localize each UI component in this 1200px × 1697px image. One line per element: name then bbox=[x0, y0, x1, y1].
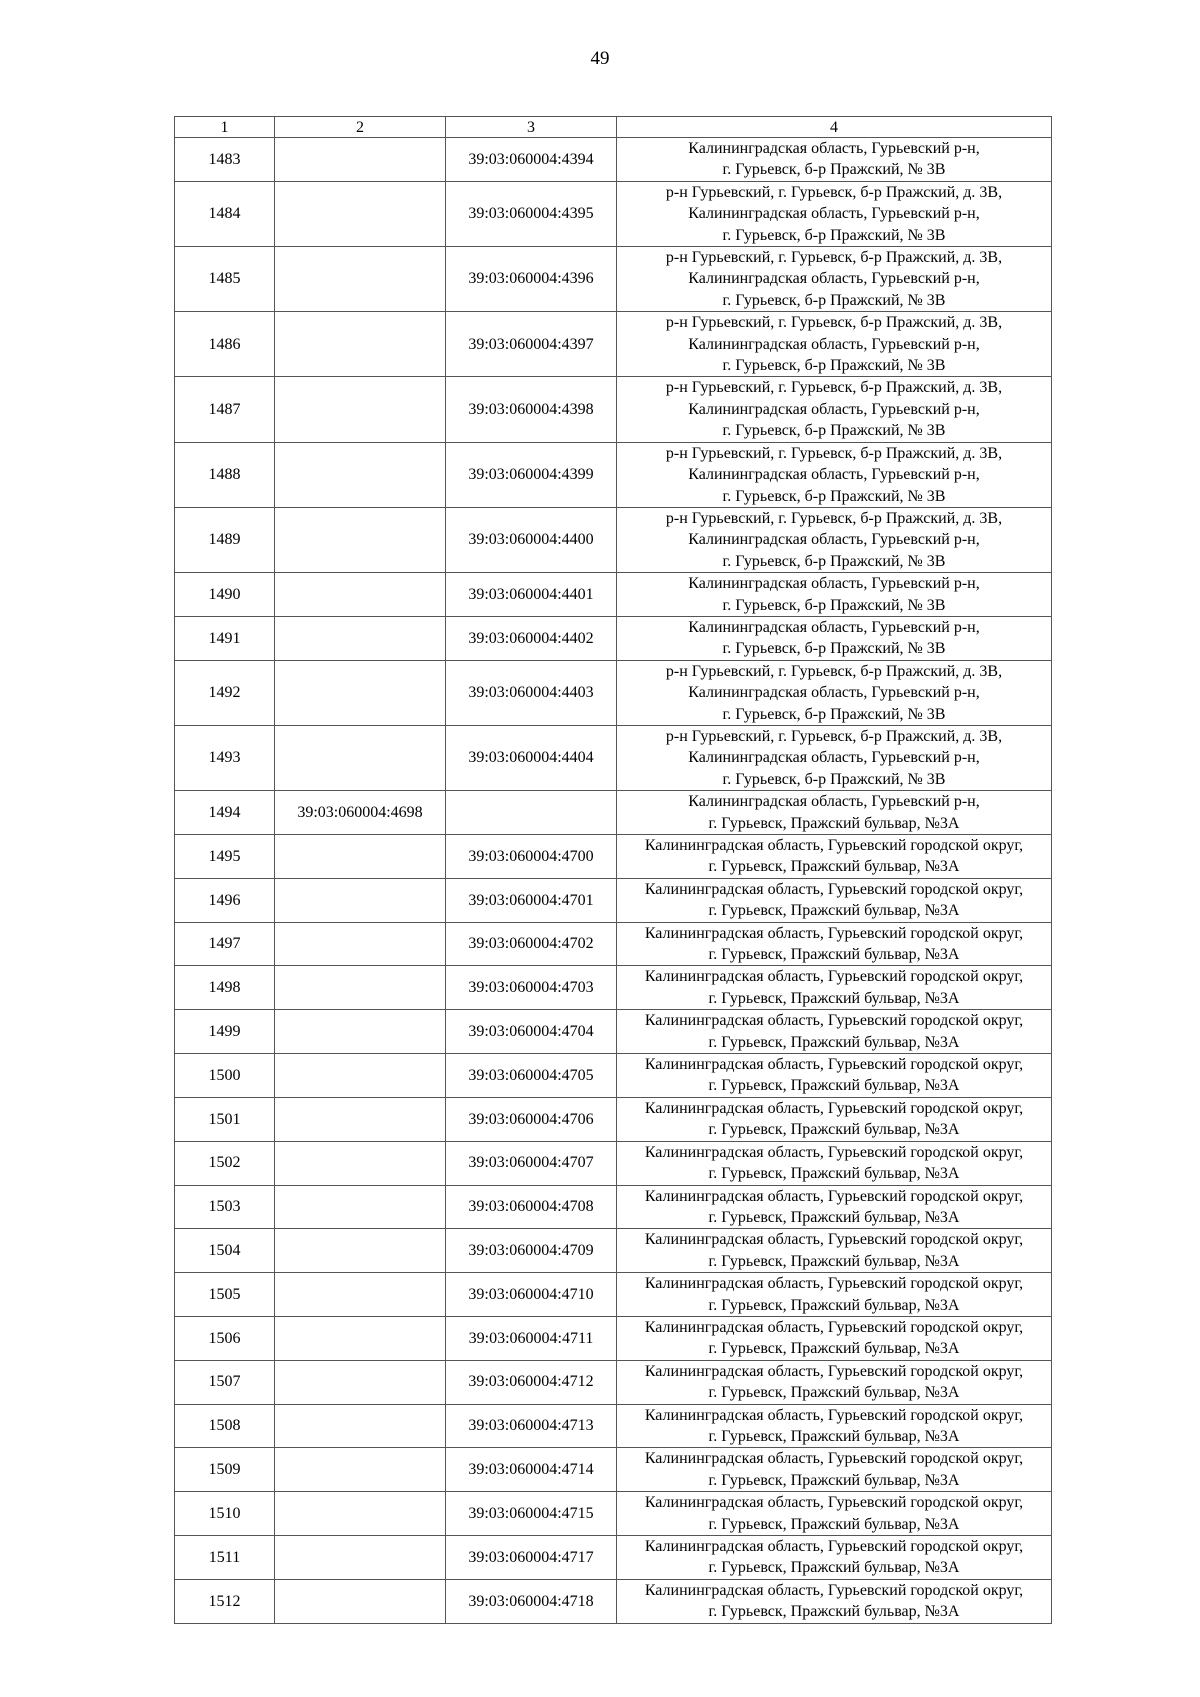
table-row bbox=[175, 1404, 1052, 1448]
cadastral-number-col3-cell: 39:03:060004:4710 bbox=[446, 1273, 617, 1317]
address-cell: Калининградская область, Гурьевский городской округ, г. Гурьевск, Пражский бульвар, №3А bbox=[617, 1185, 1052, 1229]
cadastral-number-col3-cell: 39:03:060004:4711 bbox=[446, 1316, 617, 1360]
table-row bbox=[175, 1054, 1052, 1098]
address-cell: р-н Гурьевский, г. Гурьевск, б-р Пражский, д. 3В, Калининградская область, Гурьевский р-н, г. Гурьевск, б-р Пражский, № 3В bbox=[617, 507, 1052, 572]
address-cell: Калининградская область, Гурьевский городской округ, г. Гурьевск, Пражский бульвар, №3А bbox=[617, 878, 1052, 922]
table-row bbox=[175, 878, 1052, 922]
table-row bbox=[175, 1229, 1052, 1273]
cadastral-number-col2-cell bbox=[275, 138, 446, 182]
cadastral-number-col2-cell bbox=[275, 660, 446, 725]
table-row bbox=[175, 725, 1052, 790]
cadastral-number-col2-cell bbox=[275, 616, 446, 660]
address-cell: Калининградская область, Гурьевский городской округ, г. Гурьевск, Пражский бульвар, №3А bbox=[617, 1316, 1052, 1360]
column-header-3: 3 bbox=[446, 117, 617, 138]
row-number-cell: 1507 bbox=[175, 1360, 275, 1404]
cadastral-number-col2-cell bbox=[275, 1316, 446, 1360]
table-row bbox=[175, 181, 1052, 246]
address-cell: Калининградская область, Гурьевский городской округ, г. Гурьевск, Пражский бульвар, №3А bbox=[617, 1273, 1052, 1317]
table-row bbox=[175, 507, 1052, 572]
row-number-cell: 1498 bbox=[175, 966, 275, 1010]
row-number-cell: 1504 bbox=[175, 1229, 275, 1273]
address-cell: Калининградская область, Гурьевский городской округ, г. Гурьевск, Пражский бульвар, №3А bbox=[617, 1097, 1052, 1141]
cadastral-number-col2-cell bbox=[275, 1010, 446, 1054]
cadastral-number-col2-cell bbox=[275, 1579, 446, 1623]
table-row bbox=[175, 1448, 1052, 1492]
row-number-cell: 1508 bbox=[175, 1404, 275, 1448]
row-number-cell: 1506 bbox=[175, 1316, 275, 1360]
table-row bbox=[175, 791, 1052, 835]
cadastral-number-col2-cell bbox=[275, 573, 446, 617]
address-cell: Калининградская область, Гурьевский р-н, г. Гурьевск, б-р Пражский, № 3В bbox=[617, 616, 1052, 660]
column-header-4: 4 bbox=[617, 117, 1052, 138]
row-number-cell: 1500 bbox=[175, 1054, 275, 1098]
cadastral-number-col3-cell: 39:03:060004:4397 bbox=[446, 312, 617, 377]
cadastral-number-col3-cell: 39:03:060004:4713 bbox=[446, 1404, 617, 1448]
row-number-cell: 1502 bbox=[175, 1141, 275, 1185]
table-row bbox=[175, 1536, 1052, 1580]
table-row bbox=[175, 1141, 1052, 1185]
row-number-cell: 1505 bbox=[175, 1273, 275, 1317]
cadastral-number-col2-cell bbox=[275, 878, 446, 922]
address-cell: Калининградская область, Гурьевский городской округ, г. Гурьевск, Пражский бульвар, №3А bbox=[617, 1492, 1052, 1536]
address-cell: Калининградская область, Гурьевский городской округ, г. Гурьевск, Пражский бульвар, №3А bbox=[617, 1229, 1052, 1273]
cadastral-number-col2-cell bbox=[275, 1448, 446, 1492]
row-number-cell: 1509 bbox=[175, 1448, 275, 1492]
cadastral-number-col2-cell bbox=[275, 312, 446, 377]
cadastral-number-col2-cell bbox=[275, 181, 446, 246]
table-row bbox=[175, 312, 1052, 377]
cadastral-number-col2-cell bbox=[275, 1054, 446, 1098]
column-header-2: 2 bbox=[275, 117, 446, 138]
row-number-cell: 1489 bbox=[175, 507, 275, 572]
cadastral-number-col3-cell: 39:03:060004:4396 bbox=[446, 247, 617, 312]
cadastral-number-col3-cell: 39:03:060004:4402 bbox=[446, 616, 617, 660]
table-row bbox=[175, 1492, 1052, 1536]
row-number-cell: 1494 bbox=[175, 791, 275, 835]
table-row bbox=[175, 1579, 1052, 1623]
table-row bbox=[175, 966, 1052, 1010]
header-row bbox=[175, 117, 1052, 138]
cadastral-number-col2-cell bbox=[275, 1229, 446, 1273]
row-number-cell: 1501 bbox=[175, 1097, 275, 1141]
cadastral-number-col3-cell: 39:03:060004:4717 bbox=[446, 1536, 617, 1580]
address-cell: р-н Гурьевский, г. Гурьевск, б-р Пражский, д. 3В, Калининградская область, Гурьевский р-н, г. Гурьевск, б-р Пражский, № 3В bbox=[617, 312, 1052, 377]
address-cell: Калининградская область, Гурьевский городской округ, г. Гурьевск, Пражский бульвар, №3А bbox=[617, 1010, 1052, 1054]
address-cell: Калининградская область, Гурьевский городской округ, г. Гурьевск, Пражский бульвар, №3А bbox=[617, 1579, 1052, 1623]
cadastral-number-col2-cell bbox=[275, 1141, 446, 1185]
row-number-cell: 1512 bbox=[175, 1579, 275, 1623]
cadastral-number-col3-cell: 39:03:060004:4700 bbox=[446, 835, 617, 879]
cadastral-number-col3-cell: 39:03:060004:4707 bbox=[446, 1141, 617, 1185]
row-number-cell: 1484 bbox=[175, 181, 275, 246]
address-cell: Калининградская область, Гурьевский р-н, г. Гурьевск, б-р Пражский, № 3В bbox=[617, 138, 1052, 182]
cadastral-number-col2-cell: 39:03:060004:4698 bbox=[275, 791, 446, 835]
table-row bbox=[175, 922, 1052, 966]
address-cell: р-н Гурьевский, г. Гурьевск, б-р Пражский, д. 3В, Калининградская область, Гурьевский р-н, г. Гурьевск, б-р Пражский, № 3В bbox=[617, 725, 1052, 790]
cadastral-number-col2-cell bbox=[275, 966, 446, 1010]
cadastral-number-col3-cell: 39:03:060004:4709 bbox=[446, 1229, 617, 1273]
cadastral-number-col3-cell: 39:03:060004:4403 bbox=[446, 660, 617, 725]
table-row bbox=[175, 442, 1052, 507]
cadastral-number-col3-cell: 39:03:060004:4703 bbox=[446, 966, 617, 1010]
cadastral-number-col2-cell bbox=[275, 377, 446, 442]
row-number-cell: 1488 bbox=[175, 442, 275, 507]
cadastral-number-col3-cell: 39:03:060004:4712 bbox=[446, 1360, 617, 1404]
address-cell: Калининградская область, Гурьевский городской округ, г. Гурьевск, Пражский бульвар, №3А bbox=[617, 1404, 1052, 1448]
row-number-cell: 1499 bbox=[175, 1010, 275, 1054]
cadastral-number-col3-cell: 39:03:060004:4706 bbox=[446, 1097, 617, 1141]
row-number-cell: 1510 bbox=[175, 1492, 275, 1536]
table-row bbox=[175, 247, 1052, 312]
address-cell: Калининградская область, Гурьевский городской округ, г. Гурьевск, Пражский бульвар, №3А bbox=[617, 1141, 1052, 1185]
row-number-cell: 1483 bbox=[175, 138, 275, 182]
cadastral-number-col3-cell: 39:03:060004:4404 bbox=[446, 725, 617, 790]
table-row bbox=[175, 1316, 1052, 1360]
row-number-cell: 1503 bbox=[175, 1185, 275, 1229]
cadastral-number-col2-cell bbox=[275, 1273, 446, 1317]
address-cell: Калининградская область, Гурьевский городской округ, г. Гурьевск, Пражский бульвар, №3А bbox=[617, 922, 1052, 966]
table-row bbox=[175, 377, 1052, 442]
cadastral-number-col3-cell: 39:03:060004:4714 bbox=[446, 1448, 617, 1492]
address-cell: Калининградская область, Гурьевский городской округ, г. Гурьевск, Пражский бульвар, №3А bbox=[617, 1448, 1052, 1492]
cadastral-number-col2-cell bbox=[275, 507, 446, 572]
table-row bbox=[175, 835, 1052, 879]
cadastral-number-col3-cell: 39:03:060004:4395 bbox=[446, 181, 617, 246]
table-row bbox=[175, 1010, 1052, 1054]
table-row bbox=[175, 1360, 1052, 1404]
row-number-cell: 1511 bbox=[175, 1536, 275, 1580]
cadastral-number-col2-cell bbox=[275, 247, 446, 312]
cadastral-number-col3-cell: 39:03:060004:4702 bbox=[446, 922, 617, 966]
row-number-cell: 1495 bbox=[175, 835, 275, 879]
row-number-cell: 1486 bbox=[175, 312, 275, 377]
table-row bbox=[175, 1185, 1052, 1229]
cadastral-number-col3-cell bbox=[446, 791, 617, 835]
cadastral-number-col2-cell bbox=[275, 1492, 446, 1536]
address-cell: р-н Гурьевский, г. Гурьевск, б-р Пражский, д. 3В, Калининградская область, Гурьевский р-н, г. Гурьевск, б-р Пражский, № 3В bbox=[617, 247, 1052, 312]
table-row bbox=[175, 1097, 1052, 1141]
row-number-cell: 1490 bbox=[175, 573, 275, 617]
cadastral-number-col2-cell bbox=[275, 1404, 446, 1448]
cadastral-number-col3-cell: 39:03:060004:4704 bbox=[446, 1010, 617, 1054]
row-number-cell: 1493 bbox=[175, 725, 275, 790]
cadastral-number-col3-cell: 39:03:060004:4708 bbox=[446, 1185, 617, 1229]
cadastral-number-col2-cell bbox=[275, 725, 446, 790]
address-cell: р-н Гурьевский, г. Гурьевск, б-р Пражский, д. 3В, Калининградская область, Гурьевский р-н, г. Гурьевск, б-р Пражский, № 3В bbox=[617, 442, 1052, 507]
address-cell: Калининградская область, Гурьевский городской округ, г. Гурьевск, Пражский бульвар, №3А bbox=[617, 966, 1052, 1010]
cadastral-number-col3-cell: 39:03:060004:4399 bbox=[446, 442, 617, 507]
address-cell: Калининградская область, Гурьевский городской округ, г. Гурьевск, Пражский бульвар, №3А bbox=[617, 1360, 1052, 1404]
page-number: 49 bbox=[590, 48, 610, 69]
table-row bbox=[175, 1273, 1052, 1317]
address-cell: Калининградская область, Гурьевский р-н, г. Гурьевск, б-р Пражский, № 3В bbox=[617, 573, 1052, 617]
cadastral-number-col3-cell: 39:03:060004:4401 bbox=[446, 573, 617, 617]
address-cell: Калининградская область, Гурьевский городской округ, г. Гурьевск, Пражский бульвар, №3А bbox=[617, 1054, 1052, 1098]
row-number-cell: 1492 bbox=[175, 660, 275, 725]
address-cell: Калининградская область, Гурьевский р-н, г. Гурьевск, Пражский бульвар, №3А bbox=[617, 791, 1052, 835]
cadastral-number-col2-cell bbox=[275, 1360, 446, 1404]
table-row bbox=[175, 138, 1052, 182]
row-number-cell: 1496 bbox=[175, 878, 275, 922]
address-cell: р-н Гурьевский, г. Гурьевск, б-р Пражский, д. 3В, Калининградская область, Гурьевский р-н, г. Гурьевск, б-р Пражский, № 3В bbox=[617, 377, 1052, 442]
cadastral-number-col2-cell bbox=[275, 922, 446, 966]
cadastral-number-col2-cell bbox=[275, 1185, 446, 1229]
column-header-1: 1 bbox=[175, 117, 275, 138]
cadastral-number-col2-cell bbox=[275, 1097, 446, 1141]
address-cell: р-н Гурьевский, г. Гурьевск, б-р Пражский, д. 3В, Калининградская область, Гурьевский р-н, г. Гурьевск, б-р Пражский, № 3В bbox=[617, 181, 1052, 246]
cadastral-number-col2-cell bbox=[275, 1536, 446, 1580]
cadastral-number-col3-cell: 39:03:060004:4718 bbox=[446, 1579, 617, 1623]
cadastral-number-col3-cell: 39:03:060004:4705 bbox=[446, 1054, 617, 1098]
cadastral-number-col2-cell bbox=[275, 835, 446, 879]
address-cell: р-н Гурьевский, г. Гурьевск, б-р Пражский, д. 3В, Калининградская область, Гурьевский р-н, г. Гурьевск, б-р Пражский, № 3В bbox=[617, 660, 1052, 725]
row-number-cell: 1497 bbox=[175, 922, 275, 966]
cadastral-number-col3-cell: 39:03:060004:4394 bbox=[446, 138, 617, 182]
cadastral-number-col3-cell: 39:03:060004:4398 bbox=[446, 377, 617, 442]
cadastral-number-col3-cell: 39:03:060004:4701 bbox=[446, 878, 617, 922]
row-number-cell: 1485 bbox=[175, 247, 275, 312]
cadastral-number-col2-cell bbox=[275, 442, 446, 507]
table-row bbox=[175, 573, 1052, 617]
address-cell: Калининградская область, Гурьевский городской округ, г. Гурьевск, Пражский бульвар, №3А bbox=[617, 835, 1052, 879]
register-table bbox=[174, 116, 1052, 1624]
address-cell: Калининградская область, Гурьевский городской округ, г. Гурьевск, Пражский бульвар, №3А bbox=[617, 1536, 1052, 1580]
cadastral-number-col3-cell: 39:03:060004:4715 bbox=[446, 1492, 617, 1536]
table-body bbox=[175, 117, 1052, 1624]
table-row bbox=[175, 616, 1052, 660]
row-number-cell: 1491 bbox=[175, 616, 275, 660]
table-row bbox=[175, 660, 1052, 725]
row-number-cell: 1487 bbox=[175, 377, 275, 442]
cadastral-number-col3-cell: 39:03:060004:4400 bbox=[446, 507, 617, 572]
